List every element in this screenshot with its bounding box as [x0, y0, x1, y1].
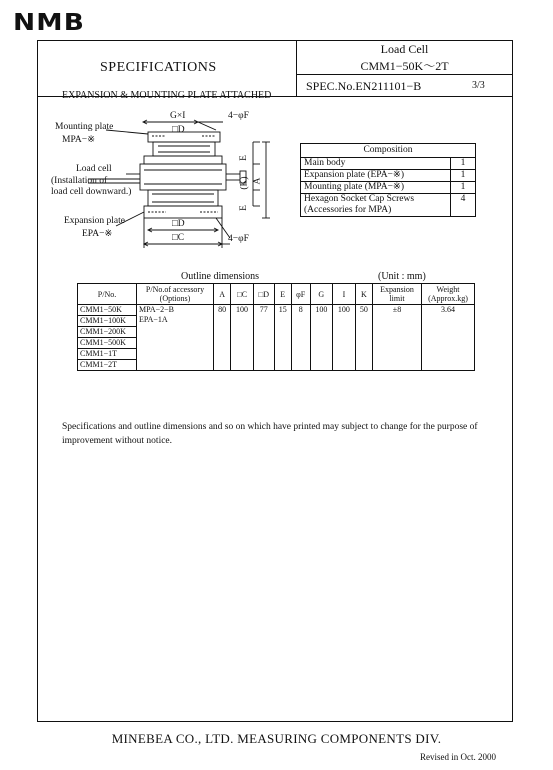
part-number: CMM1−1T	[78, 349, 137, 360]
table-row	[301, 170, 476, 182]
composition-table	[300, 143, 476, 217]
dim-4f-bottom: 4−φF	[228, 234, 249, 244]
assembly-drawing	[48, 108, 288, 258]
load-cell-note-1: (Installation of	[51, 176, 108, 186]
col-expansion-line1: Expansion	[380, 285, 414, 294]
mounting-plate-code: MPA−※	[62, 135, 96, 145]
unit-note: (Unit : mm)	[378, 271, 426, 282]
composition-item	[301, 194, 451, 217]
accessory-epa: EPA−1A	[139, 315, 168, 324]
part-number: CMM1−500K	[78, 338, 137, 349]
col-a: A	[214, 284, 231, 305]
disclaimer-note: Specifications and outline dimensions and so on which have printed may subject to change for the purpose of improvement without notice.	[62, 422, 478, 446]
value-limit: ±8	[373, 305, 422, 371]
composition-item: Expansion plate (EPA−※)	[301, 170, 451, 182]
col-accessory	[137, 284, 214, 305]
col-d: □D	[253, 284, 274, 305]
col-pno: P/No.	[78, 284, 137, 305]
value-i: 100	[333, 305, 356, 371]
expansion-plate-code: EPA−※	[82, 229, 113, 239]
spec-title: SPECIFICATIONS	[100, 60, 217, 75]
company-logo: NMB	[13, 10, 86, 36]
accessory-mpa: MPA−2−B	[139, 305, 174, 314]
composition-item-line1: Hexagon Socket Cap Screws	[304, 194, 415, 204]
col-weight	[422, 284, 475, 305]
table-row	[301, 194, 476, 217]
company-footer: MINEBEA CO., LTD. MEASURING COMPONENTS DIV.	[111, 731, 442, 746]
dim-a: A	[252, 177, 263, 185]
dim-e-bottom: E	[238, 205, 249, 211]
dim-4f-top: 4−φF	[228, 111, 249, 121]
col-weight-line2: (Approx.kg)	[428, 294, 468, 303]
value-g: 100	[310, 305, 333, 371]
revision-date: Revised in Oct. 2000	[420, 752, 496, 762]
table-header-row	[78, 284, 475, 305]
value-weight: 3.64	[422, 305, 475, 371]
composition-qty: 1	[451, 170, 476, 182]
value-f: 8	[291, 305, 310, 371]
outline-title: Outline dimensions	[181, 271, 260, 282]
table-row	[78, 305, 475, 316]
product-line2: CMM1−50K～2T	[360, 59, 449, 73]
col-e: E	[274, 284, 291, 305]
composition-item: Main body	[301, 158, 451, 170]
value-e: 15	[274, 305, 291, 371]
dim-gxi: G×I	[170, 111, 186, 121]
table-row	[301, 182, 476, 194]
col-c: □C	[231, 284, 254, 305]
col-k: K	[355, 284, 372, 305]
mounting-plate-label: Mounting plate	[55, 122, 114, 132]
expansion-plate-label: Expansion plate	[64, 216, 125, 226]
outline-dimensions-table	[77, 283, 475, 371]
col-expansion-line2: limit	[389, 294, 405, 303]
col-weight-line1: Weight	[436, 285, 460, 294]
value-k: 50	[355, 305, 372, 371]
value-d: 77	[253, 305, 274, 371]
composition-qty: 1	[451, 158, 476, 170]
col-i: I	[333, 284, 356, 305]
product-line1: Load Cell	[380, 42, 429, 56]
page-number: 3/3	[472, 80, 485, 91]
part-number: CMM1−100K	[78, 316, 137, 327]
col-accessory-line1: P/No.of accessory	[145, 285, 205, 294]
dim-c: □C	[172, 233, 185, 243]
load-cell-label: Load cell	[76, 164, 112, 174]
spec-number: SPEC.No.EN211101−B	[306, 79, 422, 93]
load-cell-note-2: load cell downward.)	[51, 187, 132, 197]
dim-d-bottom: □D	[172, 219, 185, 229]
accessory-cell	[137, 305, 214, 371]
composition-qty: 4	[451, 194, 476, 217]
value-c: 100	[231, 305, 254, 371]
dim-d-top: □D	[172, 125, 185, 135]
part-number: CMM1−50K	[78, 305, 137, 316]
dim-e-top: E	[238, 155, 249, 161]
composition-qty: 1	[451, 182, 476, 194]
table-row	[301, 158, 476, 170]
col-f: φF	[291, 284, 310, 305]
value-a: 80	[214, 305, 231, 371]
part-number: CMM1−2T	[78, 360, 137, 371]
part-number: CMM1−200K	[78, 327, 137, 338]
col-accessory-line2: (Options)	[159, 294, 191, 303]
section-subtitle: EXPANSION & MOUNTING PLATE ATTACHED	[62, 90, 272, 101]
col-g: G	[310, 284, 333, 305]
header-row-divider	[296, 74, 513, 75]
composition-item-line2: (Accessories for MPA)	[304, 205, 392, 215]
composition-item: Mounting plate (MPA−※)	[301, 182, 451, 194]
dim-k: (K)	[239, 176, 250, 190]
col-expansion-limit	[373, 284, 422, 305]
composition-title: Composition	[301, 144, 476, 158]
